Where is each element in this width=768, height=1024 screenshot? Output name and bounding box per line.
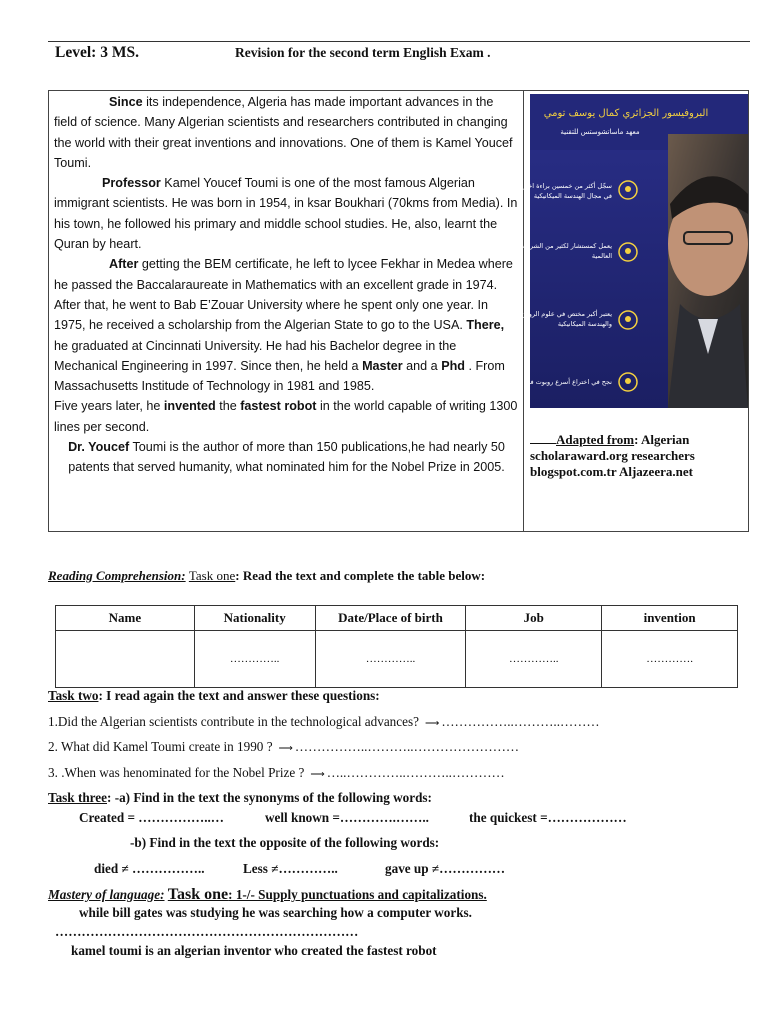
paragraph-text: Toumi is the author of more than 150 publications,he had nearly 50 patents that served humanity, what nominated him for the Nobel Prize in 2005. xyxy=(68,440,505,475)
synonym-item-2[interactable]: well known =………….…….. xyxy=(265,810,429,825)
svg-text:يعمل كمستشار لكثير من الشركات: يعمل كمستشار لكثير من الشركات xyxy=(518,242,612,250)
column-header-nationality: Nationality xyxy=(194,606,315,631)
source-lead-line xyxy=(530,433,556,444)
task-two-label: Task two xyxy=(48,688,99,703)
header-rule xyxy=(48,41,750,42)
svg-text:نجح في اختراع أسرع روبوت في ال: نجح في اختراع أسرع روبوت في العالم xyxy=(507,378,612,386)
paragraph-3 xyxy=(54,254,519,396)
question-text: 3. .When was henominated for the Nobel Prize ? xyxy=(48,765,305,780)
table-row xyxy=(56,631,738,688)
reading-comprehension-label: Reading Comprehension: xyxy=(48,568,186,583)
table-header-row xyxy=(56,606,738,631)
bold-word: fastest robot xyxy=(240,399,317,414)
task-two-heading xyxy=(48,688,380,704)
punctuation-sentence-1: while bill gates was studying he was searching how a computer works. xyxy=(79,905,472,920)
source-credit xyxy=(530,432,748,480)
column-header-birth: Date/Place of birth xyxy=(315,606,466,631)
paragraph-text: . From Massachusetts Institude of Technology in 1981 and 1985. xyxy=(54,358,505,394)
mastery-heading xyxy=(48,886,487,904)
task-three-heading xyxy=(48,790,432,806)
task-three-label: Task three xyxy=(48,790,107,805)
bold-word: There, xyxy=(466,318,505,333)
reading-passage xyxy=(54,92,519,478)
opposite-item-1[interactable]: died ≠ …………….. xyxy=(94,861,205,876)
source-label: Adapted from xyxy=(556,432,635,447)
paragraph-lead: Since xyxy=(109,95,143,109)
svg-text:سجّل أكثر من خمسين براءة اخترا: سجّل أكثر من خمسين براءة اختراع xyxy=(517,182,612,190)
paragraph-text: the xyxy=(215,399,241,414)
synonym-item-1[interactable]: Created = ……………..… xyxy=(79,810,224,825)
answer-cell-invention[interactable]: …………. xyxy=(602,631,738,688)
source-text: : Algerian scholaraward.org researchers blogspot.com.tr Aljazeera.net xyxy=(530,432,695,479)
bold-word: invented xyxy=(163,399,216,414)
paragraph-text: and a xyxy=(402,358,442,373)
question-1 xyxy=(48,714,600,730)
infographic-graphic xyxy=(507,94,748,408)
answer-cell-nationality[interactable]: ………….. xyxy=(194,631,315,688)
paragraph-text: Five years later, he xyxy=(54,399,164,414)
profile-table xyxy=(55,605,738,688)
paragraph-lead: After xyxy=(109,257,139,272)
level-label: Level: 3 MS. xyxy=(55,44,139,61)
punctuation-answer-line[interactable]: …………………………………………………………… xyxy=(55,924,359,939)
arrow-icon: ⟶ xyxy=(278,743,293,754)
svg-text:معهد ماساتشوستس للتقنية: معهد ماساتشوستس للتقنية xyxy=(560,128,640,136)
paragraph-text: getting the BEM certificate, he left to lycee Fekhar in Medea where he passed the Baccalaraureate in Mathematics with an excellent grade in 1974. After that, he went to Bab E’Zouar University where he spent only one year. In 1975, he received a scholarship from the Algerian State to go to the USA. xyxy=(54,257,513,333)
answer-line[interactable]: ……………..………..……… xyxy=(441,714,600,729)
task-three-instruction: : -a) Find in the text the synonyms of the following words: xyxy=(107,790,432,805)
paragraph-text: Kamel Youcef Toumi is one of the most famous Algerian immigrant scientists. He was born in 1954, in ksar Boukhari (70kms from Media). In his town, he followed his primary and middle school studies. He, also, learnt the Quran by heart. xyxy=(54,176,518,252)
svg-text:يعتبر أكبر مختص في علوم الروبو: يعتبر أكبر مختص في علوم الروبوتيك xyxy=(514,310,612,318)
question-text: 1.Did the Algerian scientists contribute in the technological advances? xyxy=(48,714,419,729)
answer-line[interactable]: …..…………..………..………… xyxy=(326,765,505,780)
opposites-instruction: -b) Find in the text the opposite of the following words: xyxy=(130,835,440,850)
svg-text:العالمية: العالمية xyxy=(591,252,612,260)
bold-word: Master xyxy=(362,358,403,373)
column-header-invention: invention xyxy=(602,606,738,631)
answer-cell-name[interactable] xyxy=(56,631,195,688)
paragraph-text: in the world capable of writing 1300 lines per second. xyxy=(54,399,518,434)
svg-text:في مجال الهندسة الميكانيكية: في مجال الهندسة الميكانيكية xyxy=(533,192,612,200)
paragraph-lead: Dr. Youcef xyxy=(68,440,130,455)
answer-cell-job[interactable]: ………….. xyxy=(466,631,602,688)
task-one-instruction: : Read the text and complete the table below: xyxy=(235,568,486,583)
exam-title: Revision for the second term English Exam . xyxy=(235,45,491,60)
portrait-infographic xyxy=(507,94,748,408)
opposite-item-3[interactable]: gave up ≠…………… xyxy=(385,861,506,876)
synonym-item-3[interactable]: the quickest =……………… xyxy=(469,810,627,825)
paragraph-text: its independence, Algeria has made important advances in the field of science. Many Algerian scientists and researchers contributed in changing the world with their great inventions and innovations. One of them is Kamel Youcef Toumi. xyxy=(54,95,513,170)
column-header-name: Name xyxy=(56,606,195,631)
arrow-icon: ⟶ xyxy=(424,718,440,729)
arrow-icon: ⟶ xyxy=(310,769,325,780)
paragraph-1 xyxy=(54,92,519,173)
paragraph-5 xyxy=(54,437,519,478)
answer-cell-birth[interactable]: ………….. xyxy=(315,631,466,688)
column-header-job: Job xyxy=(466,606,602,631)
opposite-item-2[interactable]: Less ≠………….. xyxy=(243,861,338,876)
mastery-instruction: : 1-/- Supply punctuations and capitalizations. xyxy=(228,887,487,902)
paragraph-lead: Professor xyxy=(102,176,161,191)
reading-task-one-heading xyxy=(48,568,485,584)
task-one-label: Task one xyxy=(188,568,236,583)
question-2 xyxy=(48,739,519,755)
paragraph-text: he graduated at Cincinnati University. He had his Bachelor degree in the Mechanical Engineering in 1997. Since then, he held a xyxy=(54,338,457,373)
task-two-instruction: : I read again the text and answer these questions: xyxy=(98,688,380,703)
paragraph-4 xyxy=(54,396,519,437)
infographic-title: البروفيسور الجزائري كمال يوسف تومي xyxy=(543,108,709,119)
question-text: 2. What did Kamel Toumi create in 1990 ? xyxy=(48,739,273,754)
answer-line[interactable]: ……………..………..…………………… xyxy=(294,739,520,754)
paragraph-2 xyxy=(54,173,519,254)
svg-text:والهندسة الميكانيكية: والهندسة الميكانيكية xyxy=(557,320,612,328)
question-3 xyxy=(48,765,505,781)
mastery-label: Mastery of language: xyxy=(48,887,165,902)
mastery-task-label: Task one xyxy=(167,886,229,903)
bold-word: Phd xyxy=(441,358,465,373)
punctuation-sentence-2: kamel toumi is an algerian inventor who created the fastest robot xyxy=(71,943,437,958)
